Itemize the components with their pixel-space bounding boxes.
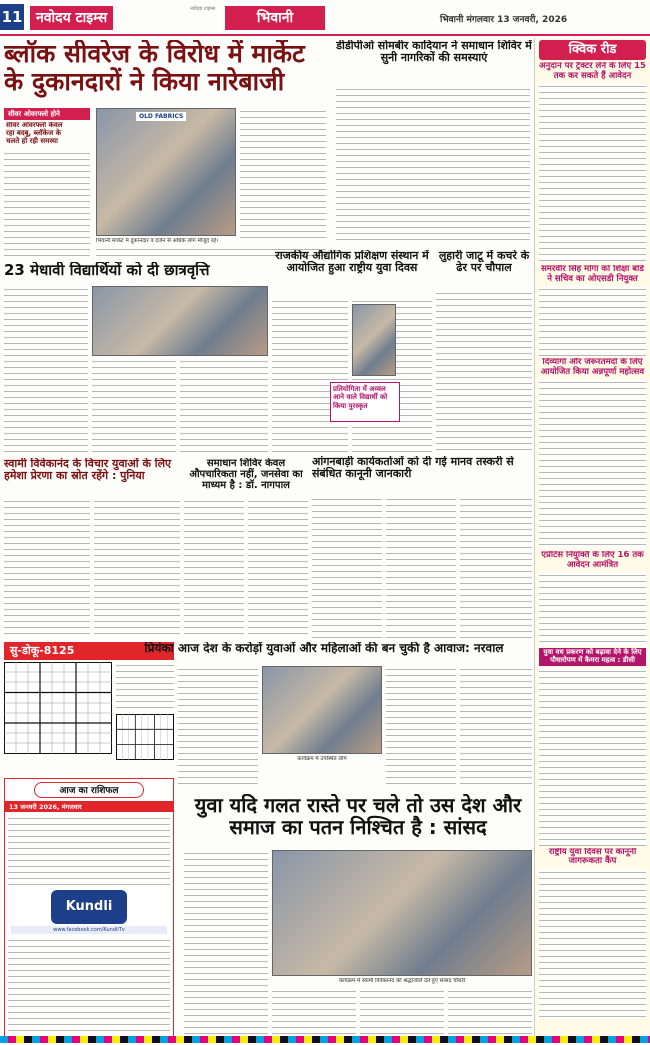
sansad-col2 [272, 988, 356, 1036]
sansad-col4 [448, 988, 532, 1036]
top-story-col2 [240, 108, 326, 238]
sudoku-rules [116, 662, 174, 712]
youth-headline: प्रियंका आज देश के करोड़ों युवाओं और महिलाओं की बन चुकी है आवाज: नरवाल [144, 642, 504, 655]
quick-read-h2: समरवीर सिंह मोगा को शिक्षा बोर्ड ने सचिव का ओएसडी नियुक्त [541, 265, 644, 284]
industrial-box: प्रतियोगिता में अव्वल आने वाले विद्यार्थी को किया पुरस्कृत [330, 382, 400, 422]
camp-col2 [248, 498, 308, 638]
page-number: 11 [0, 4, 24, 30]
students-col1 [4, 286, 88, 454]
camp-col1 [184, 498, 244, 638]
youth-col1 [178, 666, 258, 788]
quick-read-h3: दिव्यांगों और जरूरतमंदों के लिए आयोजित किया अन्नपूर्णा महोत्सव [540, 358, 645, 377]
date-line: भिवानी मंगलवार 13 जनवरी, 2026 [440, 15, 568, 25]
garbage-body [436, 290, 532, 450]
sudoku-answer-grid [116, 714, 174, 760]
ddpo-headline: डीडीपीओ सोमबीर कादियान ने समाधान शिविर में सुनी नागरिकों की समस्याएं [336, 40, 532, 65]
youth-caption: कार्यक्रम में उपस्थित लोग [297, 756, 347, 762]
anganwadi-col2 [386, 496, 456, 640]
section-name: भिवानी [225, 6, 325, 30]
sansad-col1 [184, 850, 268, 1036]
top-story-sub: सीवर ओवरफ्लो केवल रहा बदबू, ब्लॉकेज के चलते हो रही समस्या [6, 122, 63, 145]
masthead [0, 0, 650, 36]
sansad-headline: युवा यदि गलत रास्ते पर चले तो उस देश और समाज का पतन निश्चित है : सांसद [194, 794, 522, 840]
rashifal-box [4, 778, 174, 1040]
quick-read-panel [534, 38, 650, 1038]
sansad-photo [272, 850, 532, 976]
anganwadi-headline: आंगनबाड़ी कार्यकर्ताओं को दी गई मानव तस्करी से संबंधित कानूनी जानकारी [312, 456, 514, 481]
quick-read-h1: अनुदान पर ट्रैक्टर लेने के लिए 15 तक कर सकते हैं आवेदन [539, 62, 646, 81]
youth-col3 [460, 666, 532, 788]
ddpo-body [336, 86, 530, 244]
registration-strip [0, 1036, 650, 1043]
sudoku-title: सु-डोकू-8125 [10, 644, 75, 657]
vivekanand-col1 [4, 498, 90, 638]
industrial-photo [352, 304, 396, 376]
sansad-caption: कार्यक्रम में स्वामी विवेकानंद को श्रद्धांजलि देते हुए सांसद चौधरी [338, 978, 466, 984]
vivekanand-headline: स्वामी विवेकानंद के विचार युवाओं के लिए हमेशा प्रेरणा का स्रोत रहेंगे : पुनिया [4, 458, 172, 483]
students-col3 [180, 358, 268, 454]
anganwadi-col1 [312, 496, 382, 640]
top-story-headline: ब्लॉक सीवरेज के विरोध में मार्केट के दुकानदारों ने किया नारेबाजी [4, 40, 305, 96]
paper-name: नवोदय टाइम्स [30, 6, 113, 30]
camp-headline: समाधान शिविर केवल औपचारिकता नहीं, जनसेवा का माध्यम है : डॉ. नागपाल [189, 458, 303, 492]
sansad-col3 [360, 988, 444, 1036]
students-col2 [92, 358, 176, 454]
kundli-sub: www.facebook.com/KundliTv [11, 926, 167, 934]
rashifal-date: 13 जनवरी 2026, मंगलवार [5, 801, 173, 812]
vivekanand-col2 [94, 498, 180, 638]
rashifal-title: आज का राशिफल [34, 782, 144, 798]
youth-photo [262, 666, 382, 754]
top-story-col1 [4, 150, 90, 260]
students-headline: 23 मेधावी विद्यार्थियों को दी छात्रवृत्ति [4, 262, 210, 279]
quick-read-title: क्विक रीड [539, 40, 646, 60]
industrial-col1 [272, 298, 348, 456]
sudoku-grid [4, 662, 112, 754]
students-photo [92, 286, 268, 356]
anganwadi-col3 [460, 496, 532, 640]
top-story-caption: भिवानी मार्केट में दुकानदार व दर्जन से अधिक लोग मौजूद रहे। [96, 238, 219, 244]
quick-read-h4: एप्रेंटिस नियुक्ति के लिए 16 तक आवेदन आमंत्रित [541, 551, 644, 570]
top-story-banner: OLD FABRICS [136, 112, 186, 121]
kundli-brand: Kundli [51, 890, 127, 924]
top-story-photo [96, 108, 236, 236]
quick-read-h6: राष्ट्रीय युवा दिवस पर कानूनी जागरूकता कैंप [548, 847, 637, 867]
youth-col2 [386, 666, 456, 788]
industrial-headline: राजकीय औद्योगिक प्रशिक्षण संस्थान में आयोजित हुआ राष्ट्रीय युवा दिवस [275, 250, 429, 275]
paper-small: नवोदय टाइम्स [190, 6, 216, 12]
garbage-headline: लुहारी जाटू में कचरे के ढेर पर चौपाल [438, 250, 530, 275]
top-story-highlight: सीवर ओवरफ्लो होने [4, 108, 90, 120]
quick-read-h5: युवा वध प्रकरण को बढ़ावा देने के लिए पौधारोपण में कैमरा महत्व : डीसी [539, 648, 646, 666]
